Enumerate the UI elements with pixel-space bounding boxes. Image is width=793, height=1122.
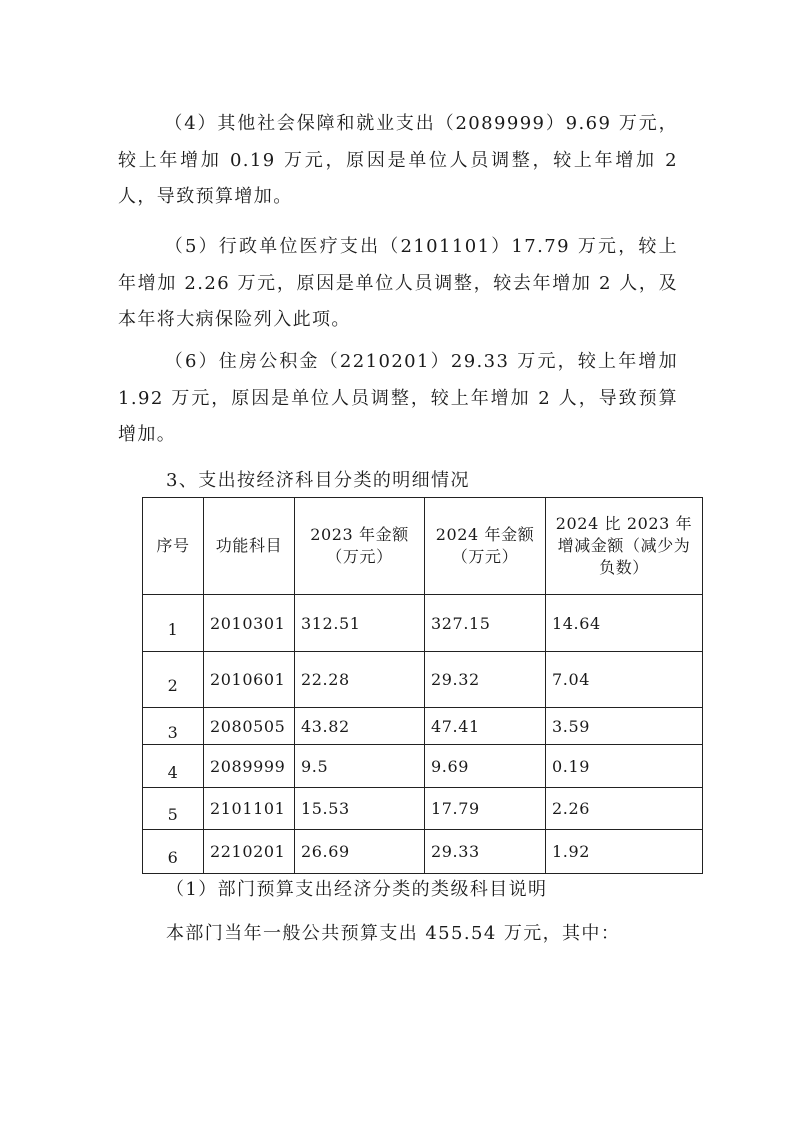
cell-diff: 3.59 bbox=[546, 708, 703, 745]
cell-2024: 29.33 bbox=[425, 830, 546, 874]
cell-code: 2210201 bbox=[204, 830, 295, 874]
table-row bbox=[143, 745, 703, 788]
cell-2024: 17.79 bbox=[425, 788, 546, 830]
budget-table bbox=[142, 497, 703, 874]
paragraph-housing-fund bbox=[118, 344, 678, 454]
cell-diff: 7.04 bbox=[546, 652, 703, 708]
cell-seq: 6 bbox=[143, 830, 204, 874]
header-2023: 2023 年金额（万元） bbox=[295, 498, 425, 595]
cell-2024: 327.15 bbox=[425, 595, 546, 652]
subsection-heading: （1）部门预算支出经济分类的类级科目说明 bbox=[166, 879, 548, 900]
budget-table-wrap bbox=[142, 497, 703, 874]
summary-line: 本部门当年一般公共预算支出 455.54 万元，其中： bbox=[166, 923, 621, 944]
paragraph-text: （5）行政单位医疗支出（2101101）17.79 万元，较上年增加 2.26 万元，原因是单位人员调整，较去年增加 2 人，及本年将大病保险列入此项。 bbox=[118, 236, 678, 330]
cell-seq: 5 bbox=[143, 788, 204, 830]
header-diff: 2024 比 2023 年增减金额（减少为负数） bbox=[546, 498, 703, 595]
section-heading: 3、支出按经济科目分类的明细情况 bbox=[166, 470, 470, 491]
cell-diff: 1.92 bbox=[546, 830, 703, 874]
header-code: 功能科目 bbox=[204, 498, 295, 595]
cell-2023: 26.69 bbox=[295, 830, 425, 874]
paragraph-text: （6）住房公积金（2210201）29.33 万元，较上年增加 1.92 万元，原因是单位人员调整，较上年增加 2 人，导致预算增加。 bbox=[118, 351, 678, 445]
cell-2023: 22.28 bbox=[295, 652, 425, 708]
cell-seq: 4 bbox=[143, 745, 204, 788]
header-seq: 序号 bbox=[143, 498, 204, 595]
table-row bbox=[143, 830, 703, 874]
table-header-row bbox=[143, 498, 703, 595]
cell-diff: 2.26 bbox=[546, 788, 703, 830]
cell-2023: 9.5 bbox=[295, 745, 425, 788]
cell-2023: 43.82 bbox=[295, 708, 425, 745]
table-row bbox=[143, 788, 703, 830]
cell-seq: 1 bbox=[143, 595, 204, 652]
table-row bbox=[143, 708, 703, 745]
cell-code: 2010301 bbox=[204, 595, 295, 652]
cell-seq: 3 bbox=[143, 708, 204, 745]
cell-code: 2010601 bbox=[204, 652, 295, 708]
cell-diff: 0.19 bbox=[546, 745, 703, 788]
paragraph-social-security bbox=[118, 106, 678, 216]
header-2024: 2024 年金额（万元） bbox=[425, 498, 546, 595]
cell-2024: 47.41 bbox=[425, 708, 546, 745]
cell-diff: 14.64 bbox=[546, 595, 703, 652]
cell-code: 2080505 bbox=[204, 708, 295, 745]
cell-seq: 2 bbox=[143, 652, 204, 708]
table-row bbox=[143, 652, 703, 708]
cell-2024: 29.32 bbox=[425, 652, 546, 708]
cell-2023: 312.51 bbox=[295, 595, 425, 652]
cell-code: 2089999 bbox=[204, 745, 295, 788]
cell-2024: 9.69 bbox=[425, 745, 546, 788]
cell-code: 2101101 bbox=[204, 788, 295, 830]
table-row bbox=[143, 595, 703, 652]
cell-2023: 15.53 bbox=[295, 788, 425, 830]
paragraph-text: （4）其他社会保障和就业支出（2089999）9.69 万元，较上年增加 0.19 万元，原因是单位人员调整，较上年增加 2 人，导致预算增加。 bbox=[118, 113, 678, 207]
paragraph-medical bbox=[118, 229, 678, 339]
